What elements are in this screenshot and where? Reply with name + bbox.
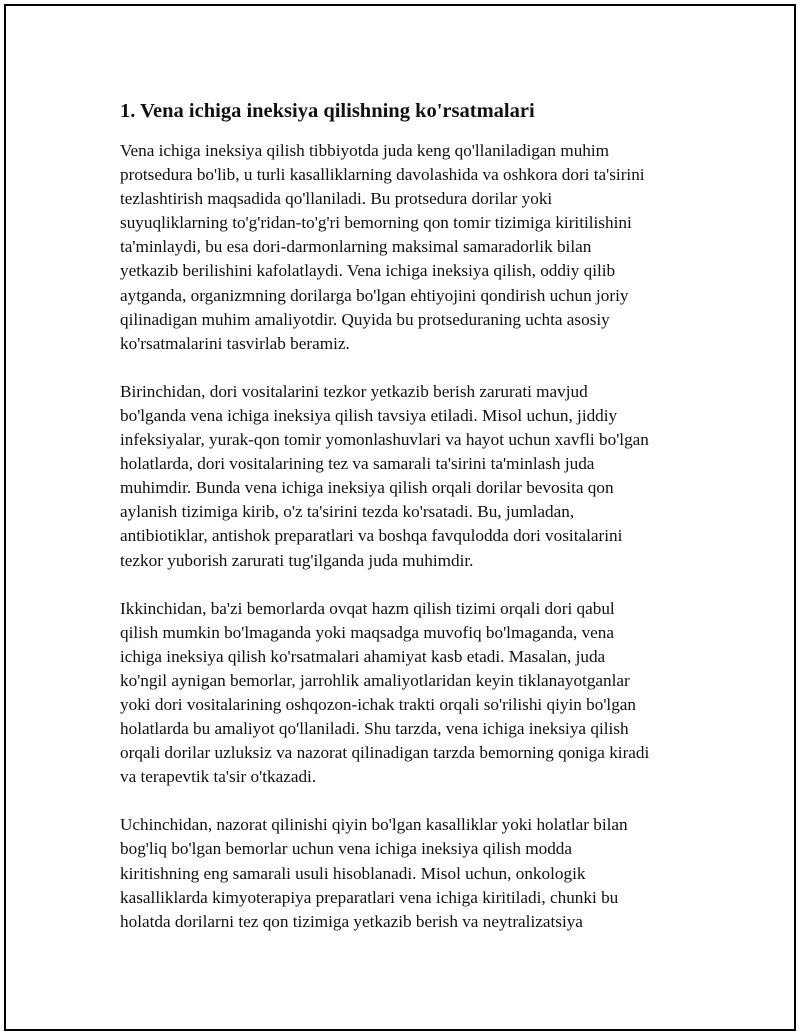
paragraphs-container (120, 139, 700, 934)
paragraph-line: holatda dorilarni tez qon tizimiga yetkazib berish va neytralizatsiya (120, 911, 583, 931)
document-body (120, 98, 700, 958)
paragraph-line: aylanish tizimiga kirib, o'z ta'sirini tezda ko'rsatadi. Bu, jumladan, (120, 502, 575, 522)
document-page (4, 4, 796, 1031)
paragraph-line: holatlarda, dori vositalarining tez va samarali ta'sirini ta'minlash juda (120, 454, 595, 474)
paragraph-line: kasalliklarda kimyoterapiya preparatlari vena ichiga kiritiladi, chunki bu (120, 887, 619, 907)
paragraph-line: kiritishning eng samarali usuli hisoblanadi. Misol uchun, onkologik (120, 863, 586, 883)
paragraph-line: suyuqliklarning to'g'ridan-to'g'ri bemorning qon tomir tizimiga kiritilishini (120, 213, 632, 233)
section-heading: 1. Vena ichiga ineksiya qilishning ko'rsatmalari (120, 100, 535, 122)
paragraph-line: Vena ichiga ineksiya qilish tibbiyotda juda keng qo'llaniladigan muhim (120, 141, 610, 160)
paragraph-line: infeksiyalar, yurak-qon tomir yomonlashuvlari va hayot uchun xavfli bo'lgan (120, 430, 649, 450)
paragraph-line: Birinchidan, dori vositalarini tezkor yetkazib berish zarurati mavjud (120, 381, 588, 401)
paragraph-line: muhimdir. Bunda vena ichiga ineksiya qilish orqali dorilar bevosita qon (120, 478, 614, 498)
paragraph-line: Ikkinchidan, ba'zi bemorlarda ovqat hazm qilish tizimi orqali dori qabul (120, 598, 615, 618)
paragraph-line: yoki dori vositalarining oshqozon-ichak trakti orqali so'rilishi qiyin bo'lgan (120, 694, 637, 714)
paragraph-4 (120, 813, 700, 933)
paragraph-line: ta'minlaydi, bu esa dori-darmonlarning maksimal samaradorlik bilan (120, 237, 592, 257)
paragraph-line: holatlarda bu amaliyot qo'llaniladi. Shu tarzda, vena ichiga ineksiya qilish (120, 719, 629, 739)
paragraph-line: aytganda, organizmning dorilarga bo'lgan ehtiyojini qondirish uchun joriy (120, 285, 629, 305)
paragraph-line: tezlashtirish maqsadida qo'llaniladi. Bu protsedura dorilar yoki (120, 189, 553, 209)
paragraph-2 (120, 380, 700, 573)
paragraph-line: protsedura bo'lib, u turli kasalliklarning davolashida va oshkora dori ta'sirini (120, 165, 645, 185)
paragraph-line: ko'rsatmalarini tasvirlab beramiz. (120, 333, 350, 353)
paragraph-line: antibiotiklar, antishok preparatlari va boshqa favqulodda dori vositalarini (120, 526, 623, 546)
paragraph-line: tezkor yuborish zarurati tug'ilganda juda muhimdir. (120, 550, 474, 570)
paragraph-line: bog'liq bo'lgan bemorlar uchun vena ichiga ineksiya qilish modda (120, 839, 573, 859)
paragraph-line: qilinadigan muhim amaliyotdir. Quyida bu protseduraning uchta asosiy (120, 309, 610, 329)
paragraph-line: Uchinchidan, nazorat qilinishi qiyin bo'lgan kasalliklar yoki holatlar bilan (120, 815, 628, 835)
paragraph-line: ichiga ineksiya qilish ko'rsatmalari ahamiyat kasb etadi. Masalan, juda (120, 646, 606, 666)
paragraph-3 (120, 597, 700, 790)
paragraph-line: va terapevtik ta'sir o'tkazadi. (120, 767, 317, 787)
paragraph-line: bo'lganda vena ichiga ineksiya qilish tavsiya etiladi. Misol uchun, jiddiy (120, 405, 618, 425)
paragraph-line: orqali dorilar uzluksiz va nazorat qilinadigan tarzda bemorning qoniga kiradi (120, 743, 650, 763)
paragraph-line: yetkazib berilishini kafolatlaydi. Vena ichiga ineksiya qilish, oddiy qilib (120, 261, 616, 281)
paragraph-1 (120, 139, 700, 356)
paragraph-line: ko'ngil aynigan bemorlar, jarrohlik amaliyotlaridan keyin tiklanayotganlar (120, 670, 630, 690)
paragraph-line: qilish mumkin bo'lmaganda yoki maqsadga muvofiq bo'lmaganda, vena (120, 622, 615, 642)
